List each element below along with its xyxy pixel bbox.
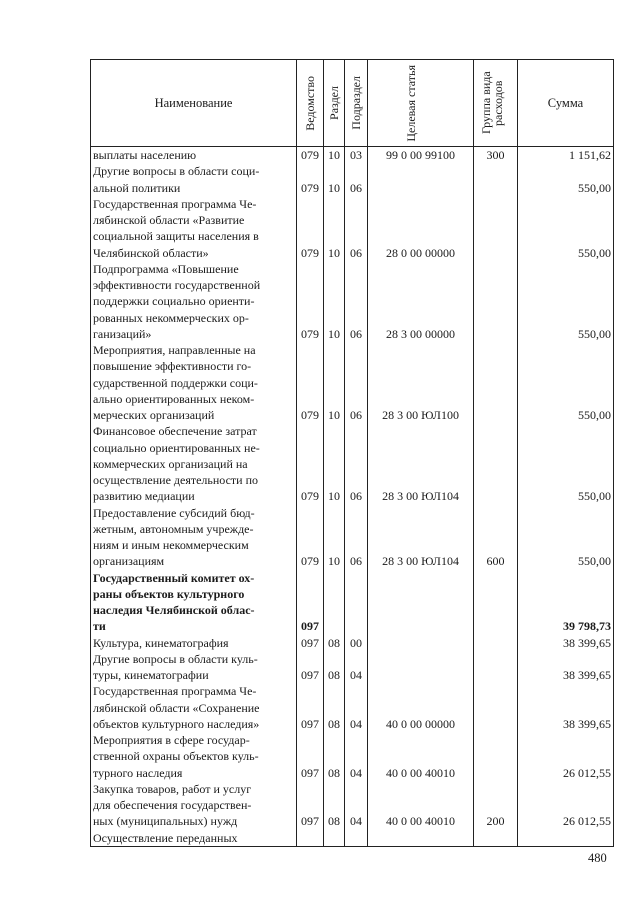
cell-name [91,683,297,732]
cell-name-line: Другие вопросы в области соци- [93,164,260,179]
cell-name-line: Подпрограмма «Повышение [93,261,239,276]
table-row [91,732,614,781]
cell-name-line: осуществление деятельности по [93,473,259,487]
cell-name-line: для обеспечения государствен- [93,798,252,812]
cell-section: 08 [324,683,345,732]
cell-section: 10 [324,163,345,196]
cell-section: 10 [324,196,345,261]
table-row [91,342,614,423]
cell-group: 200 [474,781,518,830]
cell-target [368,830,474,847]
header-sum: Сумма [518,60,614,147]
cell-subsection: 04 [345,732,368,781]
cell-name-line: сударственной поддержки соци- [93,375,258,390]
table-row [91,423,614,504]
cell-sum: 26 012,55 [518,781,614,830]
cell-target [368,570,474,635]
cell-dept: 097 [297,651,324,684]
cell-name [91,163,297,196]
cell-target: 28 3 00 ЮЛ104 [368,505,474,570]
cell-dept: 079 [297,261,324,342]
cell-subsection: 06 [345,505,368,570]
cell-name-line: Челябинской области» [93,245,209,260]
cell-name [91,570,297,635]
table-row [91,651,614,684]
cell-sum: 550,00 [518,423,614,504]
cell-section: 08 [324,732,345,781]
cell-target [368,163,474,196]
cell-dept: 079 [297,423,324,504]
cell-name-line: ально ориентированных неком- [93,391,255,406]
cell-sum: 550,00 [518,505,614,570]
cell-name-line: Осуществление переданных [93,830,238,845]
table-row [91,635,614,651]
cell-sum: 550,00 [518,196,614,261]
cell-name [91,635,297,651]
cell-name-line: мерческих организаций [93,408,215,422]
cell-section: 10 [324,423,345,504]
cell-sum: 38 399,65 [518,683,614,732]
cell-group [474,651,518,684]
table-body [91,147,614,847]
cell-group [474,163,518,196]
cell-subsection: 06 [345,261,368,342]
cell-dept: 097 [297,781,324,830]
cell-sum [518,830,614,847]
cell-group [474,342,518,423]
cell-target: 28 0 00 00000 [368,196,474,261]
cell-group [474,570,518,635]
cell-name-line: коммерческих организаций на [93,456,248,471]
cell-section [324,570,345,635]
cell-group [474,830,518,847]
cell-name-line: ниям и иным некоммерческим [93,538,249,552]
cell-dept: 097 [297,635,324,651]
cell-group [474,732,518,781]
cell-subsection: 04 [345,781,368,830]
table-row [91,830,614,847]
cell-name [91,147,297,164]
table-row [91,147,614,164]
cell-group: 300 [474,147,518,164]
cell-subsection: 06 [345,196,368,261]
cell-name-line: ганизаций» [93,326,152,341]
cell-name-line: поддержки социально ориенти- [93,294,255,309]
cell-name-line: Предоставление субсидий бюд- [93,505,255,520]
cell-name-line: социально ориентированных не- [93,440,260,455]
cell-name-line: Мероприятия в сфере государ- [93,733,250,747]
cell-section: 10 [324,147,345,164]
cell-name [91,732,297,781]
cell-name-line: турного наследия [93,765,183,780]
cell-sum: 39 798,73 [518,570,614,635]
cell-target: 40 0 00 40010 [368,781,474,830]
cell-name-line: ти [93,619,106,634]
cell-name-line: альной политики [93,180,181,195]
cell-subsection: 04 [345,683,368,732]
cell-dept: 097 [297,683,324,732]
cell-name-line: Культура, кинематография [93,635,229,650]
cell-target: 28 3 00 ЮЛ100 [368,342,474,423]
header-subsection: Подраздел [345,60,368,147]
cell-section: 10 [324,342,345,423]
cell-name [91,651,297,684]
header-dept: Ведомство [297,60,324,147]
cell-name-line: выплаты населению [93,148,197,162]
cell-name [91,261,297,342]
cell-target [368,651,474,684]
header-group: Группа вида расходов [474,60,518,147]
cell-name-line: Закупка товаров, работ и услуг [93,781,252,796]
cell-name [91,781,297,830]
table-row [91,505,614,570]
cell-dept: 097 [297,570,324,635]
cell-name [91,830,297,847]
cell-sum: 550,00 [518,163,614,196]
cell-name-line: Государственный комитет ох- [93,570,255,585]
cell-name-line: Финансовое обеспечение затрат [93,424,257,439]
cell-sum: 1 151,62 [518,147,614,164]
cell-name-line: лябинской области «Сохранение [93,700,260,715]
cell-subsection: 06 [345,342,368,423]
table-row [91,261,614,342]
cell-target: 99 0 00 99100 [368,147,474,164]
cell-target: 28 3 00 ЮЛ104 [368,423,474,504]
cell-name [91,423,297,504]
cell-dept: 079 [297,342,324,423]
cell-dept [297,830,324,847]
cell-dept: 097 [297,732,324,781]
cell-subsection [345,830,368,847]
cell-name-line: объектов культурного наследия» [93,716,260,731]
cell-group [474,196,518,261]
cell-section: 10 [324,261,345,342]
cell-name-line: повышение эффективности го- [93,359,252,374]
table-row [91,196,614,261]
cell-name-line: лябинской области «Развитие [93,213,245,227]
cell-name-line: жетным, автономным учрежде- [93,521,254,536]
cell-dept: 079 [297,505,324,570]
cell-group [474,261,518,342]
cell-subsection: 04 [345,651,368,684]
table-row [91,781,614,830]
cell-target: 40 0 00 40010 [368,732,474,781]
header-section: Раздел [324,60,345,147]
table-row [91,570,614,635]
cell-target: 28 3 00 00000 [368,261,474,342]
cell-name-line: ственной охраны объектов куль- [93,749,259,764]
cell-section [324,830,345,847]
table-row [91,683,614,732]
header-name: Наименование [91,60,297,147]
cell-name-line: развитию медиации [93,489,195,504]
cell-name-line: ных (муниципальных) нужд [93,814,238,829]
cell-subsection [345,570,368,635]
cell-dept: 079 [297,196,324,261]
cell-name-line: Другие вопросы в области куль- [93,651,258,666]
cell-subsection: 00 [345,635,368,651]
table-row [91,163,614,196]
cell-name-line: туры, кинематографии [93,668,209,682]
cell-section: 08 [324,781,345,830]
cell-subsection: 06 [345,163,368,196]
cell-name [91,196,297,261]
cell-sum: 26 012,55 [518,732,614,781]
budget-table [90,59,614,847]
cell-dept: 079 [297,147,324,164]
cell-name-line: Мероприятия, направленные на [93,343,256,357]
cell-section: 08 [324,651,345,684]
cell-sum: 38 399,65 [518,651,614,684]
cell-name-line: наследия Челябинской облас- [93,603,255,617]
cell-group [474,683,518,732]
cell-subsection: 06 [345,423,368,504]
cell-sum: 550,00 [518,342,614,423]
cell-subsection: 03 [345,147,368,164]
cell-group: 600 [474,505,518,570]
cell-sum: 38 399,65 [518,635,614,651]
header-row [91,60,614,147]
header-target: Целевая статья [368,60,474,147]
cell-target [368,635,474,651]
cell-group [474,635,518,651]
cell-name-line: рованных некоммерческих ор- [93,310,249,325]
cell-name-line: организациям [93,554,165,569]
cell-group [474,423,518,504]
cell-name [91,342,297,423]
cell-name-line: эффективности государственной [93,278,261,292]
cell-name [91,505,297,570]
cell-section: 08 [324,635,345,651]
cell-name-line: Государственная программа Че- [93,684,257,699]
cell-dept: 079 [297,163,324,196]
cell-section: 10 [324,505,345,570]
cell-name-line: раны объектов культурного [93,586,245,601]
cell-sum: 550,00 [518,261,614,342]
cell-target: 40 0 00 00000 [368,683,474,732]
cell-name-line: социальной защиты населения в [93,229,259,244]
cell-name-line: Государственная программа Че- [93,196,257,211]
page-number: 480 [588,851,607,865]
